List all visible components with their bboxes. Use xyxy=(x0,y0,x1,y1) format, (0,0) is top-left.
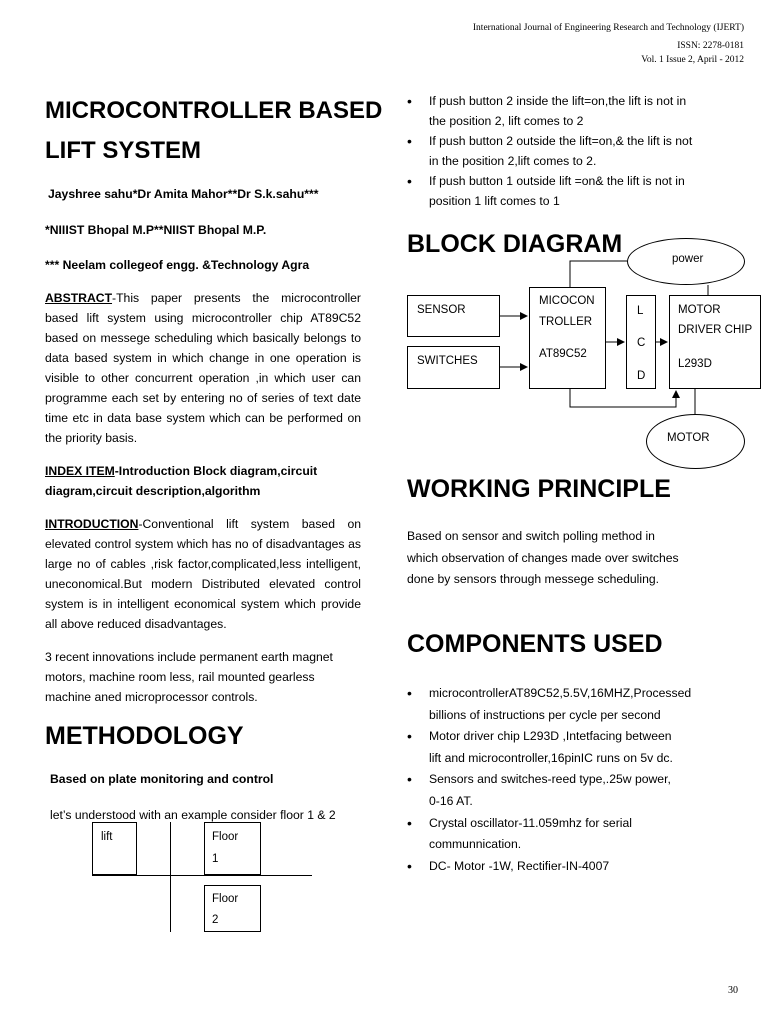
abstract-text: -This paper presents the microcontroller based lift system using microcontroller chip AT89C52 based on messege scheduling which basically belongs to data based system in which change in one operation is visible to other concurrent operation ,in which user can programme each set by entering no of series of text date time etc in data base system which can be performed on the priority basis. xyxy=(45,291,361,445)
affiliation-1: *NIIIST Bhopal M.P**NIIST Bhopal M.P. xyxy=(45,223,267,237)
index-label: INDEX ITEM xyxy=(45,464,115,478)
floor-1-number: 1 xyxy=(212,853,219,865)
volume-info: Vol. 1 Issue 2, April - 2012 xyxy=(641,55,744,65)
sensor-label: SENSOR xyxy=(417,304,466,316)
list-item: • If push button 2 inside the lift=on,the lift is not in the position 2, lift comes to 2 xyxy=(407,91,697,131)
title-line-1: MICROCONTROLLER BASED xyxy=(45,97,383,124)
issn: ISSN: 2278-0181 xyxy=(677,41,744,51)
working-principle-heading: WORKING PRINCIPLE xyxy=(407,475,671,503)
working-principle-text: Based on sensor and switch polling method in which observation of changes made over switches done by sensors through messege scheduling. xyxy=(407,529,679,586)
block-diagram-heading: BLOCK DIAGRAM xyxy=(407,230,623,258)
methodology-subheading: Based on plate monitoring and control xyxy=(50,772,274,786)
methodology-heading: METHODOLOGY xyxy=(45,722,244,750)
authors: Jayshree sahu*Dr Amita Mahor**Dr S.k.sahu*** xyxy=(48,187,319,201)
lcd-letter-d: D xyxy=(637,370,646,382)
motor-driver-label-2: DRIVER CHIP xyxy=(678,324,753,336)
components-heading: COMPONENTS USED xyxy=(407,630,663,658)
list-item: • If push button 2 outside the lift=on,& the lift is not in the position 2,lift comes to 2. xyxy=(407,131,697,171)
journal-name: International Journal of Engineering Research and Technology (IJERT) xyxy=(472,23,744,33)
list-item: • Crystal oscillator-11.059mhz for serial communnication. xyxy=(407,813,685,856)
motor-label: MOTOR xyxy=(667,432,710,444)
list-item: • Sensors and switches-reed type,.25w power, 0-16 AT. xyxy=(407,769,685,812)
lcd-letter-l: L xyxy=(637,305,644,317)
innovations-paragraph: 3 recent innovations include permanent earth magnet motors, machine room less, rail mounted gearless machine aned microprocessor controls. xyxy=(45,650,333,704)
list-item: • DC- Motor -1W, Rectifier-IN-4007 xyxy=(407,856,685,878)
introduction-text: -Conventional lift system based on elevated control system which has no of disadvantages as large no of cables ,risk factor,complicated,less intelligent, uneconomical.But modern Distributed elevated control system is in intelligent economical system which provide all above reduced disadvantages. xyxy=(45,517,361,631)
floor-1-label: Floor xyxy=(212,831,239,843)
introduction-label: INTRODUCTION xyxy=(45,517,139,531)
components-list xyxy=(407,683,692,877)
microcontroller-chip-label: AT89C52 xyxy=(539,348,587,360)
page-number: 30 xyxy=(728,985,738,996)
power-label: power xyxy=(672,253,704,265)
methodology-example: let’s understood with an example consider floor 1 & 2 xyxy=(50,808,336,822)
lift-label: lift xyxy=(101,831,113,843)
motor-driver-chip-label: L293D xyxy=(678,358,712,370)
title-line-2: LIFT SYSTEM xyxy=(45,137,201,164)
index-text: -Introduction Block diagram,circuit diagram,circuit description,algorithm xyxy=(45,464,318,498)
abstract-label: ABSTRACT xyxy=(45,291,113,305)
affiliation-2: *** Neelam collegeof engg. &Technology Agra xyxy=(45,258,310,272)
list-item: • Motor driver chip L293D ,Intetfacing between lift and microcontroller,16pinIC runs on 5v dc. xyxy=(407,726,685,769)
switches-label: SWITCHES xyxy=(417,355,478,367)
microcontroller-label-2: TROLLER xyxy=(539,316,593,328)
floor-2-label: Floor xyxy=(212,893,239,905)
list-item: • microcontrollerAT89C52,5.5V,16MHZ,Processed billions of instructions per cycle per second xyxy=(407,683,685,726)
list-item: • If push button 1 outside lift =on& the lift is not in position 1 lift comes to 1 xyxy=(407,171,697,211)
floor-2-number: 2 xyxy=(212,914,219,926)
lcd-letter-c: C xyxy=(637,337,646,349)
motor-driver-label-1: MOTOR xyxy=(678,304,721,316)
microcontroller-label-1: MICOCON xyxy=(539,295,595,307)
